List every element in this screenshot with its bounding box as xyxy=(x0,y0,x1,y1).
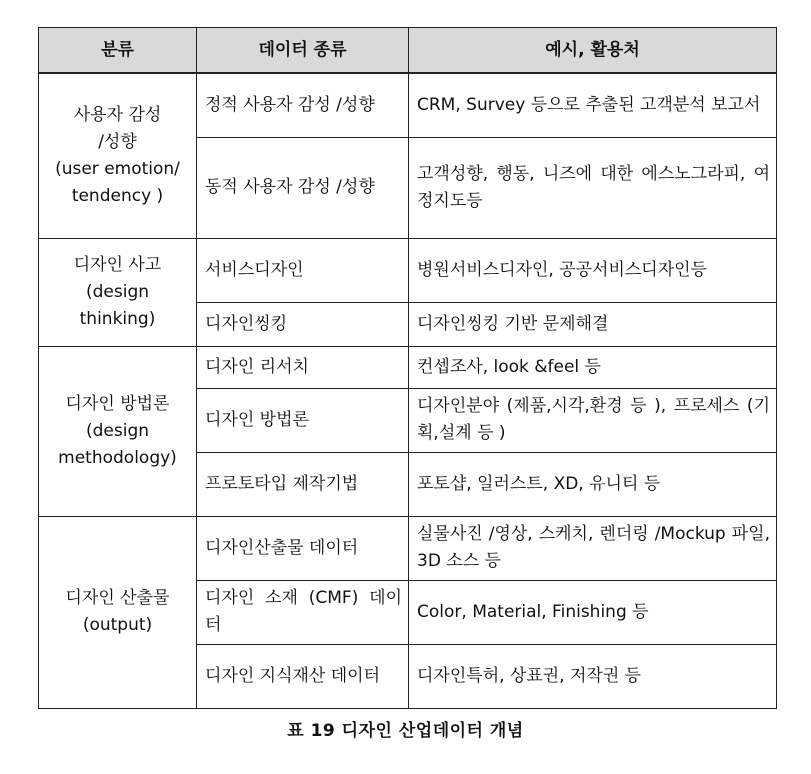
category-line: (design xyxy=(85,281,150,302)
category-line: tendency ) xyxy=(71,185,164,206)
category-cell-design-methodology xyxy=(39,346,197,516)
table-header-row xyxy=(39,28,777,74)
category-line: methodology) xyxy=(58,447,177,468)
category-line: 디자인 산출물 xyxy=(65,588,170,608)
example-cell: 디자인분야 (제품,시각,환경 등 ), 프로세스 (기획,설계 등 ) xyxy=(409,388,777,452)
table-row xyxy=(39,516,777,580)
example-cell: Color, Material, Finishing 등 xyxy=(409,580,777,644)
data-concept-table xyxy=(38,27,777,709)
header-examples: 예시, 활용처 xyxy=(409,28,777,74)
data-type-cell: 디자인씽킹 xyxy=(197,302,409,346)
data-type-cell: 정적 사용자 감성 /성향 xyxy=(197,73,409,137)
category-cell-design-output xyxy=(39,516,197,708)
data-type-cell: 동적 사용자 감성 /성향 xyxy=(197,137,409,238)
category-line: thinking) xyxy=(79,308,156,329)
table-row xyxy=(39,346,777,388)
example-cell: CRM, Survey 등으로 추출된 고객분석 보고서 xyxy=(409,73,777,137)
data-type-cell: 프로토타입 제작기법 xyxy=(197,452,409,516)
category-cell-design-thinking xyxy=(39,238,197,346)
header-category: 분류 xyxy=(39,28,197,74)
category-line: (output) xyxy=(82,615,153,635)
data-type-cell: 디자인 지식재산 데이터 xyxy=(197,644,409,708)
data-type-cell: 디자인 소재 (CMF) 데이터 xyxy=(197,580,409,644)
category-cell-user-emotion xyxy=(39,73,197,238)
example-cell: 포토샵, 일러스트, XD, 유니티 등 xyxy=(409,452,777,516)
data-type-cell: 서비스디자인 xyxy=(197,238,409,302)
example-cell: 디자인특허, 상표권, 저작권 등 xyxy=(409,644,777,708)
category-line: (design xyxy=(85,420,150,441)
table-row xyxy=(39,73,777,137)
table-caption: 표 19 디자인 산업데이터 개념 xyxy=(287,721,524,741)
data-type-cell: 디자인 방법론 xyxy=(197,388,409,452)
example-cell: 실물사진 /영상, 스케치, 렌더링 /Mockup 파일, 3D 소스 등 xyxy=(409,516,777,580)
example-cell: 디자인씽킹 기반 문제해결 xyxy=(409,302,777,346)
example-cell: 병원서비스디자인, 공공서비스디자인등 xyxy=(409,238,777,302)
category-line: 디자인 방법론 xyxy=(65,393,170,414)
data-type-cell: 디자인산출물 데이터 xyxy=(197,516,409,580)
category-line: /성향 xyxy=(98,131,137,152)
table-row xyxy=(39,238,777,302)
category-line: 디자인 사고 xyxy=(73,254,162,275)
category-line: (user emotion/ xyxy=(55,158,180,179)
data-type-cell: 디자인 리서치 xyxy=(197,346,409,388)
category-line: 사용자 감성 xyxy=(73,104,162,125)
example-cell: 컨셉조사, look &feel 등 xyxy=(409,346,777,388)
header-data-type: 데이터 종류 xyxy=(197,28,409,74)
example-cell: 고객성향, 행동, 니즈에 대한 에스노그라피, 여정지도등 xyxy=(409,137,777,238)
